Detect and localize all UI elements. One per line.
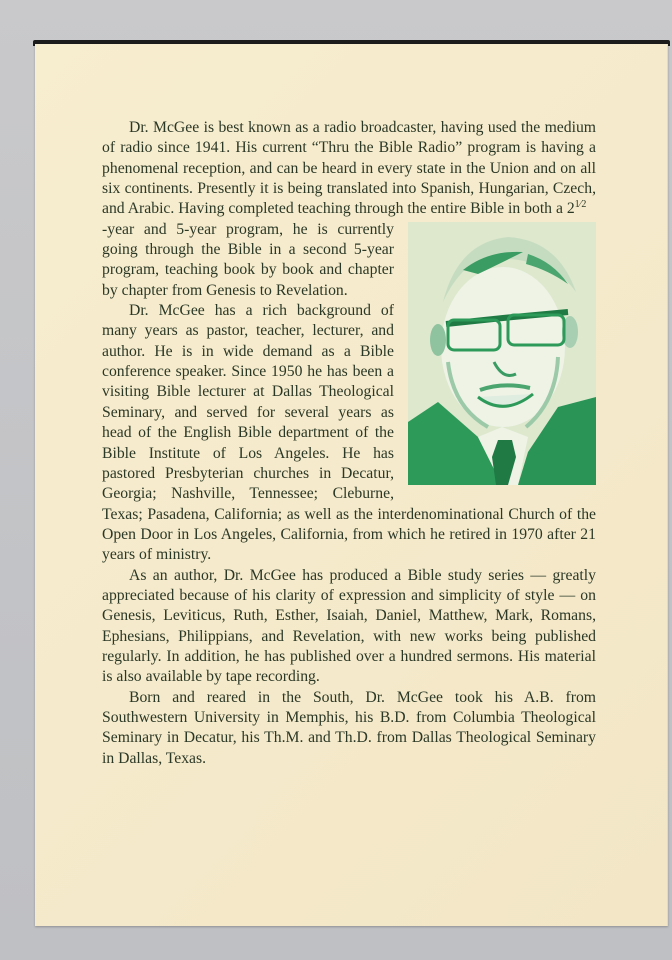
paragraph-radio <box>102 118 596 220</box>
paragraph-education: Born and reared in the South, Dr. McGee took his A.B. from Southwestern University in Memphis, his B.D. from Columbia Theological Seminary in Decatur, his Th.M. and Th.D. from Dallas Theological Seminary in Dallas, Texas. <box>102 688 596 767</box>
paragraph-background: Dr. McGee has a rich background of many years as pastor, teacher, lecturer, and author. He is in wide demand as a Bible conference speaker. Since 1950 he has been a visiting Bible lecturer at Dallas Theological Seminary, and served for several years as head of the English Bible department of the Bible Institute of Los Angeles. He has pastored Presbyterian churches in Decatur, Georgia; Nashville, Tennessee; Cleburne, Texas; Pasadena, California; as well as the interdenominational Church of the Open Door in Los Angeles, California, from which he retired in 1970 after 21 years of ministry. <box>102 302 596 564</box>
fraction-two-and-half: 1⁄2 <box>574 199 587 211</box>
paragraph-radio-part2: -year and 5-year program, he is currently going through the Bible in a second 5-year program, teaching book by book and chapter by chapter from Genesis to Revelation. <box>102 220 394 299</box>
author-portrait-photo <box>408 222 596 485</box>
biography-text <box>102 118 596 769</box>
paragraph-radio-part1: Dr. McGee is best known as a radio broadcaster, having used the medium of radio since 1941. His current “Thru the Bible Radio” program is having a phenomenal reception, and can be heard in every state in the Union and on all six continents. Presently it is being translated into Spanish, Hungarian, Czech, and Arabic. Having completed teaching through the entire Bible in both a 2 <box>102 119 596 218</box>
paragraph-author: As an author, Dr. McGee has produced a Bible study series — greatly appreciated because of his clarity of expression and simplicity of style — on Genesis, Leviticus, Ruth, Esther, Isaiah, Daniel, Matthew, Mark, Romans, Ephesians, Philippians, and Revelation, with new works being published regularly. In addition, he has published over a hundred sermons. His material is also available by tape recording. <box>102 566 596 686</box>
book-back-cover <box>35 44 668 926</box>
portrait-photo-icon <box>408 222 596 485</box>
